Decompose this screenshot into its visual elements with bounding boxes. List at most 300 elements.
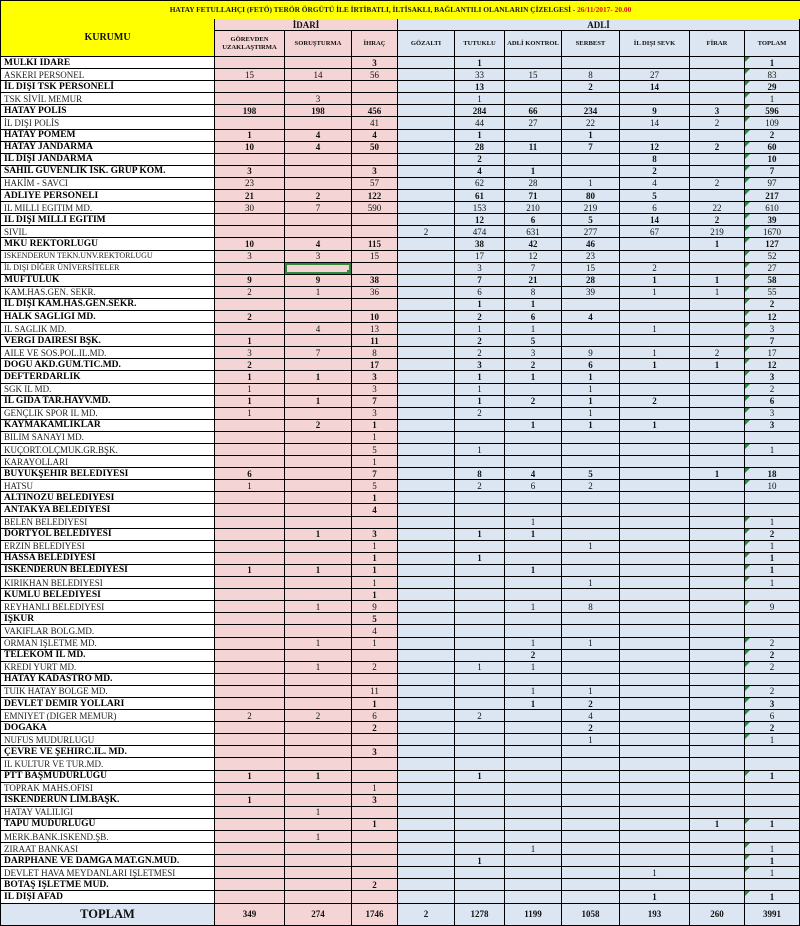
cell-toplam: 1670 xyxy=(745,226,800,238)
cell-gorevden-uzaklastirma xyxy=(215,81,285,93)
cell-serbest: 2 xyxy=(562,81,620,93)
cell-firar xyxy=(690,601,745,613)
cell-tutuklu: 62 xyxy=(455,178,505,190)
cell-firar xyxy=(690,698,745,710)
cell-toplam: 1 xyxy=(745,855,800,867)
cell-ihrac: 1 xyxy=(352,819,398,831)
cell-il-disi-sevk xyxy=(620,698,690,710)
cell-toplam: 2 xyxy=(745,650,800,662)
institution-name: TAPU MUDURLUGU xyxy=(0,819,215,831)
cell-sorusturma xyxy=(285,468,352,480)
cell-sorusturma: 2 xyxy=(285,420,352,432)
cell-firar xyxy=(690,529,745,541)
cell-toplam: 10 xyxy=(745,480,800,492)
cell-toplam: 3 xyxy=(745,408,800,420)
cell-ihrac xyxy=(352,831,398,843)
cell-gozalti xyxy=(398,650,455,662)
cell-ihrac: 2 xyxy=(352,879,398,891)
cell-il-disi-sevk xyxy=(620,456,690,468)
cell-toplam: 83 xyxy=(745,69,800,81)
cell-gorevden-uzaklastirma xyxy=(215,154,285,166)
cell-serbest: 23 xyxy=(562,251,620,263)
cell-sorusturma xyxy=(285,335,352,347)
cell-sorusturma xyxy=(285,444,352,456)
cell-serbest xyxy=(562,758,620,770)
cell-sorusturma xyxy=(285,553,352,565)
cell-gorevden-uzaklastirma: 2 xyxy=(215,287,285,299)
cell-sorusturma: 1 xyxy=(285,831,352,843)
institution-name: ADLIYE PERSONELI xyxy=(0,190,215,202)
cell-tutuklu xyxy=(455,843,505,855)
cell-adli-kontrol xyxy=(505,577,562,589)
cell-sorusturma: 9 xyxy=(285,275,352,287)
cell-sorusturma xyxy=(285,359,352,371)
cell-sorusturma xyxy=(285,819,352,831)
cell-gozalti xyxy=(398,432,455,444)
cell-ihrac: 2 xyxy=(352,722,398,734)
cell-il-disi-sevk xyxy=(620,771,690,783)
cell-il-disi-sevk: 4 xyxy=(620,178,690,190)
cell-adli-kontrol: 7 xyxy=(505,263,562,275)
institution-name: PTT BAŞMUDURLUGU xyxy=(0,771,215,783)
cell-gozalti xyxy=(398,577,455,589)
cell-adli-kontrol xyxy=(505,154,562,166)
cell-firar xyxy=(690,408,745,420)
institution-name: ZIRAAT BANKASI xyxy=(0,843,215,855)
cell-gorevden-uzaklastirma: 10 xyxy=(215,142,285,154)
title-text: HATAY FETULLAHÇI (FETÖ) TERÖR ÖRGÜTÜ İLE İRTİBATLI, İLTİSAKLI, BAĞLANTILI OLANLARIN ÇİZELGESİ - xyxy=(169,5,578,14)
cell-gozalti xyxy=(398,638,455,650)
cell-firar xyxy=(690,130,745,142)
cell-serbest: 1 xyxy=(562,384,620,396)
cell-serbest: 46 xyxy=(562,238,620,250)
cell-sorusturma xyxy=(285,795,352,807)
cell-sorusturma: 1 xyxy=(285,396,352,408)
cell-toplam: 1 xyxy=(745,819,800,831)
cell-il-disi-sevk: 1 xyxy=(620,287,690,299)
institution-name: KARAYOLLARI xyxy=(0,456,215,468)
cell-adli-kontrol xyxy=(505,456,562,468)
cell-tutuklu xyxy=(455,577,505,589)
cell-sorusturma xyxy=(285,541,352,553)
cell-adli-kontrol xyxy=(505,795,562,807)
cell-gozalti xyxy=(398,468,455,480)
cell-il-disi-sevk xyxy=(620,734,690,746)
cell-tutuklu: 2 xyxy=(455,311,505,323)
cell-firar xyxy=(690,541,745,553)
cell-toplam: 6 xyxy=(745,710,800,722)
cell-serbest: 2 xyxy=(562,480,620,492)
cell-firar xyxy=(690,686,745,698)
cell-ihrac: 7 xyxy=(352,468,398,480)
cell-sorusturma xyxy=(285,504,352,516)
cell-ihrac xyxy=(352,650,398,662)
cell-gorevden-uzaklastirma xyxy=(215,541,285,553)
cell-tutuklu: 2 xyxy=(455,480,505,492)
institution-name: İL DIŞI DİĞER ÜNİVERSİTELER xyxy=(0,263,215,275)
cell-gozalti xyxy=(398,275,455,287)
cell-adli-kontrol xyxy=(505,81,562,93)
cell-tutuklu: 1 xyxy=(455,396,505,408)
cell-gorevden-uzaklastirma xyxy=(215,226,285,238)
cell-serbest xyxy=(562,432,620,444)
institution-name: HATSU xyxy=(0,480,215,492)
cell-serbest: 277 xyxy=(562,226,620,238)
cell-gozalti xyxy=(398,613,455,625)
cell-il-disi-sevk xyxy=(620,662,690,674)
cell-gorevden-uzaklastirma xyxy=(215,807,285,819)
cell-serbest xyxy=(562,674,620,686)
cell-firar xyxy=(690,795,745,807)
cell-adli-kontrol xyxy=(505,819,562,831)
cell-gozalti xyxy=(398,504,455,516)
cell-firar xyxy=(690,251,745,263)
cell-tutuklu xyxy=(455,601,505,613)
cell-serbest xyxy=(562,795,620,807)
cell-firar: 2 xyxy=(690,214,745,226)
cell-gozalti xyxy=(398,565,455,577)
cell-toplam: 1 xyxy=(745,771,800,783)
cell-adli-kontrol xyxy=(505,57,562,69)
institution-name: ORMAN IŞLETME MD. xyxy=(0,638,215,650)
cell-firar xyxy=(690,323,745,335)
cell-firar xyxy=(690,480,745,492)
cell-tutuklu: 38 xyxy=(455,238,505,250)
cell-tutuklu: 1 xyxy=(455,299,505,311)
cell-ihrac xyxy=(352,807,398,819)
cell-sorusturma xyxy=(285,746,352,758)
cell-gorevden-uzaklastirma: 3 xyxy=(215,251,285,263)
total-tutuklu: 1278 xyxy=(455,904,505,926)
cell-ihrac xyxy=(352,299,398,311)
cell-gorevden-uzaklastirma: 1 xyxy=(215,335,285,347)
column-header-il-disi-sevk: İL DIŞI SEVK xyxy=(620,31,690,57)
cell-toplam: 58 xyxy=(745,275,800,287)
cell-ihrac: 13 xyxy=(352,323,398,335)
cell-gozalti xyxy=(398,323,455,335)
cell-ihrac: 3 xyxy=(352,371,398,383)
institution-name: BILIM SANAYI MD. xyxy=(0,432,215,444)
cell-adli-kontrol: 1 xyxy=(505,686,562,698)
cell-gozalti xyxy=(398,384,455,396)
cell-serbest: 1 xyxy=(562,577,620,589)
cell-sorusturma: 4 xyxy=(285,142,352,154)
cell-sorusturma xyxy=(285,117,352,129)
cell-gorevden-uzaklastirma: 23 xyxy=(215,178,285,190)
cell-gozalti xyxy=(398,686,455,698)
cell-firar xyxy=(690,746,745,758)
cell-ihrac xyxy=(352,843,398,855)
cell-gorevden-uzaklastirma: 1 xyxy=(215,130,285,142)
cell-toplam: 7 xyxy=(745,335,800,347)
cell-tutuklu: 33 xyxy=(455,69,505,81)
cell-gorevden-uzaklastirma: 198 xyxy=(215,105,285,117)
cell-firar xyxy=(690,57,745,69)
cell-firar xyxy=(690,771,745,783)
cell-adli-kontrol: 1 xyxy=(505,299,562,311)
cell-toplam: 60 xyxy=(745,142,800,154)
cell-adli-kontrol: 1 xyxy=(505,638,562,650)
cell-sorusturma xyxy=(285,650,352,662)
cell-ihrac: 6 xyxy=(352,710,398,722)
cell-adli-kontrol xyxy=(505,541,562,553)
column-header-tutuklu: TUTUKLU xyxy=(455,31,505,57)
cell-adli-kontrol: 66 xyxy=(505,105,562,117)
cell-toplam: 2 xyxy=(745,638,800,650)
cell-il-disi-sevk: 1 xyxy=(620,420,690,432)
cell-il-disi-sevk xyxy=(620,746,690,758)
cell-gozalti xyxy=(398,710,455,722)
cell-tutuklu xyxy=(455,432,505,444)
cell-serbest: 219 xyxy=(562,202,620,214)
cell-firar xyxy=(690,867,745,879)
cell-il-disi-sevk: 2 xyxy=(620,263,690,275)
cell-gorevden-uzaklastirma xyxy=(215,650,285,662)
cell-firar xyxy=(690,831,745,843)
institution-name: MKU REKTORLUGU xyxy=(0,238,215,250)
institution-name: HATAY KADASTRO MD. xyxy=(0,674,215,686)
cell-serbest xyxy=(562,589,620,601)
cell-sorusturma: 1 xyxy=(285,287,352,299)
institution-name: MULKI IDARE xyxy=(0,57,215,69)
cell-ihrac: 1 xyxy=(352,541,398,553)
cell-toplam: 2 xyxy=(745,662,800,674)
cell-sorusturma: 1 xyxy=(285,529,352,541)
cell-gorevden-uzaklastirma xyxy=(215,263,285,275)
cell-gorevden-uzaklastirma xyxy=(215,420,285,432)
cell-adli-kontrol xyxy=(505,589,562,601)
cell-adli-kontrol: 1 xyxy=(505,565,562,577)
institution-name: NUFUS MUDURLUGU xyxy=(0,734,215,746)
cell-tutuklu: 1 xyxy=(455,93,505,105)
cell-adli-kontrol xyxy=(505,504,562,516)
cell-il-disi-sevk: 1 xyxy=(620,323,690,335)
cell-serbest xyxy=(562,517,620,529)
cell-il-disi-sevk xyxy=(620,577,690,589)
cell-serbest xyxy=(562,831,620,843)
cell-sorusturma xyxy=(285,299,352,311)
cell-firar xyxy=(690,625,745,637)
cell-sorusturma: 198 xyxy=(285,105,352,117)
cell-gozalti xyxy=(398,795,455,807)
cell-serbest: 1 xyxy=(562,541,620,553)
cell-toplam xyxy=(745,613,800,625)
cell-gorevden-uzaklastirma xyxy=(215,432,285,444)
cell-adli-kontrol xyxy=(505,722,562,734)
institution-name: DEVLET DEMIR YOLLARI xyxy=(0,698,215,710)
institution-name: KAYMAKAMLIKLAR xyxy=(0,420,215,432)
institution-name: KIRIKHAN BELEDIYESI xyxy=(0,577,215,589)
cell-toplam: 7 xyxy=(745,166,800,178)
cell-adli-kontrol: 2 xyxy=(505,650,562,662)
cell-firar xyxy=(690,81,745,93)
cell-sorusturma xyxy=(285,178,352,190)
institution-name: KAM.HAS.GEN. SEKR. xyxy=(0,287,215,299)
cell-firar: 2 xyxy=(690,347,745,359)
cell-tutuklu xyxy=(455,456,505,468)
cell-tutuklu xyxy=(455,819,505,831)
cell-ihrac: 1 xyxy=(352,638,398,650)
cell-ihrac: 11 xyxy=(352,686,398,698)
cell-tutuklu: 2 xyxy=(455,710,505,722)
institution-name: TSK SİVİL MEMUR xyxy=(0,93,215,105)
cell-adli-kontrol xyxy=(505,384,562,396)
cell-il-disi-sevk: 1 xyxy=(620,867,690,879)
cell-gozalti xyxy=(398,831,455,843)
cell-il-disi-sevk xyxy=(620,625,690,637)
cell-il-disi-sevk xyxy=(620,638,690,650)
cell-il-disi-sevk xyxy=(620,371,690,383)
cell-il-disi-sevk xyxy=(620,613,690,625)
cell-tutuklu xyxy=(455,734,505,746)
cell-il-disi-sevk xyxy=(620,553,690,565)
cell-tutuklu: 12 xyxy=(455,214,505,226)
column-header-adli-kontrol: ADLİ KONTROL xyxy=(505,31,562,57)
cell-sorusturma: 1 xyxy=(285,807,352,819)
cell-gorevden-uzaklastirma: 1 xyxy=(215,480,285,492)
column-header-serbest: SERBEST xyxy=(562,31,620,57)
cell-firar xyxy=(690,710,745,722)
cell-gorevden-uzaklastirma: 15 xyxy=(215,69,285,81)
cell-tutuklu: 17 xyxy=(455,251,505,263)
cell-il-disi-sevk xyxy=(620,311,690,323)
cell-gorevden-uzaklastirma: 1 xyxy=(215,396,285,408)
cell-adli-kontrol xyxy=(505,93,562,105)
cell-firar: 1 xyxy=(690,275,745,287)
cell-ihrac xyxy=(352,154,398,166)
cell-firar xyxy=(690,589,745,601)
cell-tutuklu: 1 xyxy=(455,323,505,335)
cell-ihrac: 3 xyxy=(352,384,398,396)
cell-gozalti xyxy=(398,807,455,819)
cell-gorevden-uzaklastirma xyxy=(215,891,285,903)
cell-ihrac: 4 xyxy=(352,504,398,516)
cell-sorusturma xyxy=(285,480,352,492)
cell-tutuklu: 2 xyxy=(455,408,505,420)
cell-tutuklu: 61 xyxy=(455,190,505,202)
cell-gozalti xyxy=(398,396,455,408)
cell-serbest xyxy=(562,93,620,105)
cell-toplam: 2 xyxy=(745,722,800,734)
institution-name: DOGU AKD.GUM.TIC.MD. xyxy=(0,359,215,371)
cell-toplam: 2 xyxy=(745,299,800,311)
cell-gozalti xyxy=(398,746,455,758)
cell-adli-kontrol: 28 xyxy=(505,178,562,190)
cell-ihrac: 38 xyxy=(352,275,398,287)
cell-adli-kontrol xyxy=(505,130,562,142)
institution-header: KURUMU xyxy=(0,19,215,57)
cell-il-disi-sevk: 67 xyxy=(620,226,690,238)
institution-name: DARPHANE VE DAMGA MAT.GN.MUD. xyxy=(0,855,215,867)
cell-gorevden-uzaklastirma xyxy=(215,299,285,311)
cell-tutuklu: 1 xyxy=(455,771,505,783)
institution-name: KUMLU BELEDIYESI xyxy=(0,589,215,601)
cell-toplam xyxy=(745,674,800,686)
total-il-disi-sevk: 193 xyxy=(620,904,690,926)
cell-serbest: 6 xyxy=(562,359,620,371)
column-header-toplam: TOPLAM xyxy=(745,31,800,57)
cell-toplam: 109 xyxy=(745,117,800,129)
cell-sorusturma xyxy=(285,81,352,93)
cell-serbest: 1 xyxy=(562,638,620,650)
cell-gozalti xyxy=(398,529,455,541)
cell-sorusturma xyxy=(285,517,352,529)
cell-adli-kontrol: 6 xyxy=(505,480,562,492)
cell-il-disi-sevk xyxy=(620,686,690,698)
institution-name: IŞKUR xyxy=(0,613,215,625)
cell-tutuklu xyxy=(455,589,505,601)
cell-gozalti xyxy=(398,335,455,347)
cell-sorusturma xyxy=(285,166,352,178)
cell-toplam xyxy=(745,504,800,516)
cell-ihrac xyxy=(352,674,398,686)
cell-gorevden-uzaklastirma xyxy=(215,638,285,650)
cell-gorevden-uzaklastirma: 1 xyxy=(215,771,285,783)
cell-serbest xyxy=(562,529,620,541)
cell-firar xyxy=(690,166,745,178)
institution-name: IL DIŞI MILLI EGITIM xyxy=(0,214,215,226)
cell-il-disi-sevk: 14 xyxy=(620,214,690,226)
cell-gozalti xyxy=(398,347,455,359)
cell-gorevden-uzaklastirma xyxy=(215,214,285,226)
cell-ihrac xyxy=(352,517,398,529)
cell-firar xyxy=(690,565,745,577)
cell-tutuklu: 7 xyxy=(455,275,505,287)
cell-sorusturma xyxy=(285,408,352,420)
cell-ihrac: 5 xyxy=(352,480,398,492)
cell-toplam xyxy=(745,795,800,807)
cell-toplam xyxy=(745,879,800,891)
cell-gozalti xyxy=(398,456,455,468)
cell-firar xyxy=(690,420,745,432)
cell-il-disi-sevk xyxy=(620,468,690,480)
cell-sorusturma: 7 xyxy=(285,347,352,359)
cell-gozalti xyxy=(398,541,455,553)
cell-ihrac: 4 xyxy=(352,625,398,637)
cell-il-disi-sevk xyxy=(620,529,690,541)
cell-tutuklu xyxy=(455,795,505,807)
cell-gozalti: 2 xyxy=(398,226,455,238)
cell-tutuklu xyxy=(455,879,505,891)
institution-name: HASSA BELEDIYESI xyxy=(0,553,215,565)
cell-adli-kontrol: 1 xyxy=(505,166,562,178)
cell-ihrac xyxy=(352,758,398,770)
cell-toplam: 127 xyxy=(745,238,800,250)
total-adli-kontrol: 1199 xyxy=(505,904,562,926)
cell-gorevden-uzaklastirma xyxy=(215,831,285,843)
cell-serbest: 5 xyxy=(562,468,620,480)
cell-ihrac: 9 xyxy=(352,601,398,613)
cell-tutuklu: 1 xyxy=(455,57,505,69)
cell-serbest: 1 xyxy=(562,408,620,420)
cell-firar xyxy=(690,492,745,504)
cell-firar xyxy=(690,577,745,589)
cell-firar xyxy=(690,432,745,444)
column-header-ihrac: İHRAÇ xyxy=(352,31,398,57)
cell-ihrac: 10 xyxy=(352,311,398,323)
column-header-sorusturma: SORUŞTURMA xyxy=(285,31,352,57)
cell-adli-kontrol xyxy=(505,771,562,783)
cell-sorusturma xyxy=(285,674,352,686)
institution-name: BUYUKŞEHIR BELEDIYESI xyxy=(0,468,215,480)
cell-tutuklu: 6 xyxy=(455,287,505,299)
cell-tutuklu xyxy=(455,758,505,770)
cell-sorusturma xyxy=(285,734,352,746)
cell-gorevden-uzaklastirma xyxy=(215,674,285,686)
cell-serbest xyxy=(562,867,620,879)
cell-gorevden-uzaklastirma xyxy=(215,456,285,468)
cell-serbest: 4 xyxy=(562,311,620,323)
